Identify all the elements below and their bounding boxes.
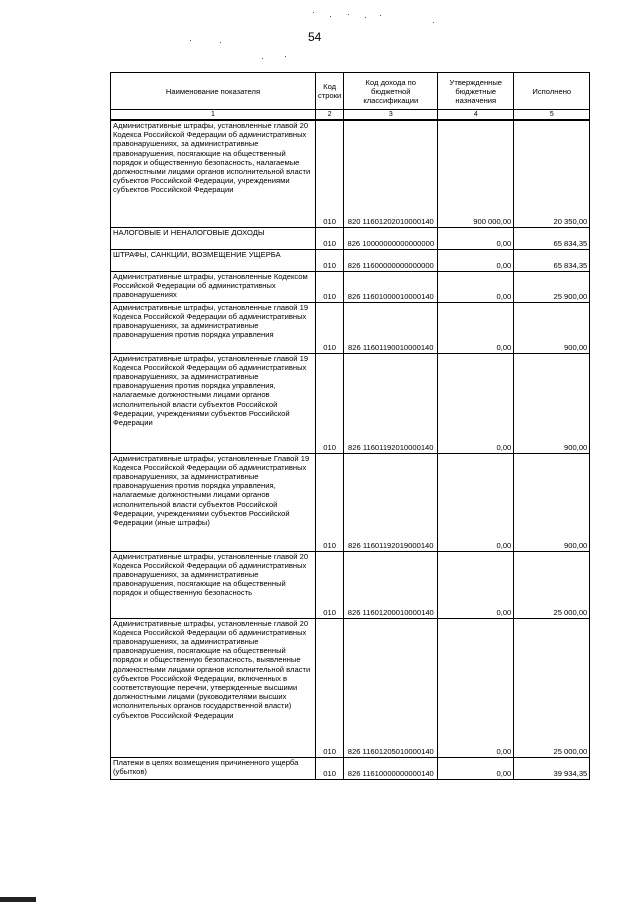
row-income-code: 826 11600000000000000: [344, 249, 438, 271]
header-indicator-name: Наименование показателя: [111, 73, 316, 110]
column-number: 1: [111, 110, 316, 121]
row-approved: 0,00: [438, 453, 514, 551]
row-indicator-name: Административные штрафы, установленные главой 20 Кодекса Российской Федерации об административных правонарушениях, за административные правонарушения, посягающие на общественный порядок и общественную безопасность, налагаемые должностными лицами органов исполнительной власти субъектов Российской Федерации, учреждениями субъектов Российской Федерации: [111, 120, 316, 227]
row-income-code: 826 11601205010000140: [344, 618, 438, 757]
row-indicator-name: ШТРАФЫ, САНКЦИИ, ВОЗМЕЩЕНИЕ УЩЕРБА: [111, 249, 316, 271]
table-row: [111, 453, 590, 551]
table-row: [111, 757, 590, 779]
table-row: [111, 120, 590, 227]
header-executed: Исполнено: [514, 73, 590, 110]
scan-speck: [190, 40, 191, 41]
scan-speck: [262, 58, 263, 59]
column-number: 2: [316, 110, 344, 121]
table-row: [111, 249, 590, 271]
row-income-code: 826 11601000010000140: [344, 271, 438, 302]
row-line-code: 010: [316, 551, 344, 618]
row-line-code: 010: [316, 271, 344, 302]
table-row: [111, 551, 590, 618]
table-header-row: [111, 73, 590, 110]
row-line-code: 010: [316, 353, 344, 453]
scan-speck: [220, 42, 221, 43]
row-line-code: 010: [316, 757, 344, 779]
column-number-row: [111, 110, 590, 121]
row-approved: 0,00: [438, 249, 514, 271]
row-indicator-name: Административные штрафы, установленные Кодексом Российской Федерации об административных правонарушениях: [111, 271, 316, 302]
row-executed: 25 900,00: [514, 271, 590, 302]
row-line-code: 010: [316, 618, 344, 757]
scan-speck: [285, 56, 286, 57]
row-executed: 65 834,35: [514, 227, 590, 249]
row-indicator-name: Платежи в целях возмещения причиненного ущерба (убытков): [111, 757, 316, 779]
row-income-code: 826 11601192019000140: [344, 453, 438, 551]
scan-speck: [365, 17, 366, 18]
row-executed: 900,00: [514, 302, 590, 353]
row-line-code: 010: [316, 120, 344, 227]
row-executed: 25 000,00: [514, 618, 590, 757]
row-income-code: 826 11601200010000140: [344, 551, 438, 618]
row-line-code: 010: [316, 249, 344, 271]
row-income-code: 826 11601190010000140: [344, 302, 438, 353]
scan-edge-mark: [0, 897, 36, 902]
row-indicator-name: Административные штрафы, установленные главой 20 Кодекса Российской Федерации об административных правонарушениях, за административные правонарушения, посягающие на общественный порядок и общественную безопасность: [111, 551, 316, 618]
table-row: [111, 302, 590, 353]
header-line-code: Код строки: [316, 73, 344, 110]
row-approved: 0,00: [438, 353, 514, 453]
scan-speck: [313, 12, 314, 13]
row-indicator-name: Административные штрафы, установленные Главой 19 Кодекса Российской Федерации об административных правонарушениях, за административные правонарушения против порядка управления, налагаемые должностными лицами органов исполнительной власти субъектов Российской Федерации, учреждениями субъектов Российской Федерации (иные штрафы): [111, 453, 316, 551]
row-indicator-name: Административные штрафы, установленные главой 19 Кодекса Российской Федерации об административных правонарушениях, за административные правонарушения против порядка управления: [111, 302, 316, 353]
row-approved: 0,00: [438, 227, 514, 249]
row-approved: 900 000,00: [438, 120, 514, 227]
row-executed: 900,00: [514, 353, 590, 453]
row-indicator-name: Административные штрафы, установленные главой 19 Кодекса Российской Федерации об административных правонарушениях, за административные правонарушения против порядка управления, налагаемые должностными лицами органов исполнительной власти субъектов Российской Федерации, учреждениями субъектов Российской Федерации: [111, 353, 316, 453]
table-row: [111, 353, 590, 453]
row-approved: 0,00: [438, 551, 514, 618]
row-executed: 39 934,35: [514, 757, 590, 779]
row-income-code: 826 11601192010000140: [344, 353, 438, 453]
row-indicator-name: НАЛОГОВЫЕ И НЕНАЛОГОВЫЕ ДОХОДЫ: [111, 227, 316, 249]
column-number: 5: [514, 110, 590, 121]
header-income-code: Код дохода по бюджетной классификации: [344, 73, 438, 110]
row-approved: 0,00: [438, 618, 514, 757]
row-executed: 65 834,35: [514, 249, 590, 271]
scan-speck: [348, 14, 349, 15]
row-line-code: 010: [316, 302, 344, 353]
table-row: [111, 271, 590, 302]
row-indicator-name: Административные штрафы, установленные главой 20 Кодекса Российской Федерации об административных правонарушениях, за административные правонарушения, посягающие на общественный порядок и общественную безопасность, выявленные должностными лицами органов исполнительной власти субъектов Российской Федерации, включенных в соответствующие перечни, утвержденные высшими должностными лицами (руководителями высших исполнительных органов государственной власти) субъектов Российской Федерации: [111, 618, 316, 757]
scan-speck: [380, 15, 381, 16]
income-report-table: [110, 72, 590, 780]
row-approved: 0,00: [438, 302, 514, 353]
column-number: 4: [438, 110, 514, 121]
header-approved: Утвержденные бюджетные назначения: [438, 73, 514, 110]
row-approved: 0,00: [438, 271, 514, 302]
row-executed: 900,00: [514, 453, 590, 551]
table-row: [111, 227, 590, 249]
row-income-code: 820 11601202010000140: [344, 120, 438, 227]
row-executed: 25 000,00: [514, 551, 590, 618]
row-income-code: 826 10000000000000000: [344, 227, 438, 249]
page-number: 54: [308, 30, 322, 44]
row-executed: 20 350,00: [514, 120, 590, 227]
row-line-code: 010: [316, 453, 344, 551]
column-number: 3: [344, 110, 438, 121]
row-approved: 0,00: [438, 757, 514, 779]
row-income-code: 826 11610000000000140: [344, 757, 438, 779]
table-row: [111, 618, 590, 757]
scan-speck: [433, 22, 434, 23]
scan-speck: [330, 16, 331, 17]
row-line-code: 010: [316, 227, 344, 249]
